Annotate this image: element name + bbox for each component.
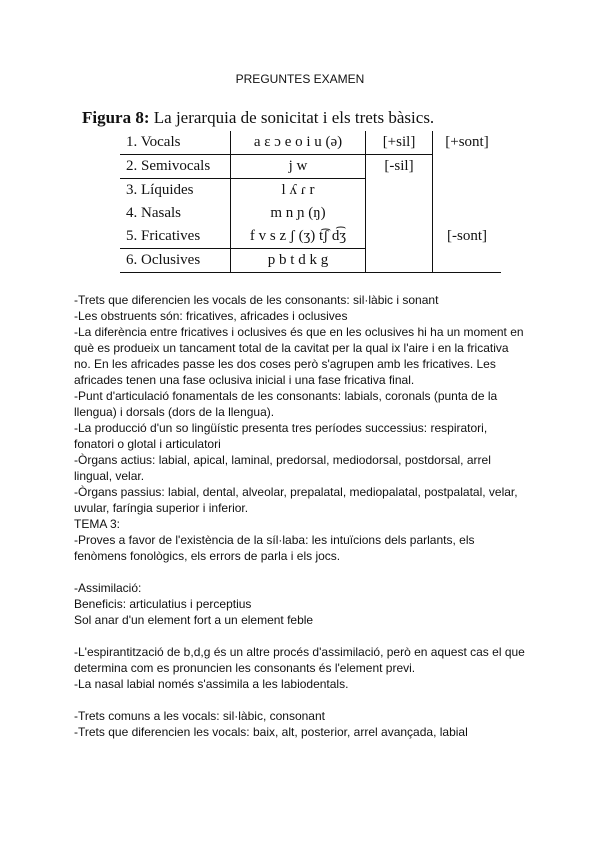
notes-block-2 bbox=[74, 580, 525, 628]
page-title: PREGUNTES EXAMEN bbox=[235, 72, 365, 86]
text-line: què es produeix un tancament total de la cavitat per la qual ix l'aire i en la fricativa bbox=[74, 341, 509, 355]
row-name: 4. Nasals bbox=[126, 205, 181, 221]
text-line: llengua) i dorsals (dors de la llengua). bbox=[74, 405, 275, 419]
row-name: 1. Vocals bbox=[120, 131, 231, 155]
figure-caption bbox=[82, 108, 434, 128]
row-sounds: a ɛ ɔ e o i u (ə) bbox=[231, 131, 366, 155]
row-sounds: p b t d k g bbox=[231, 249, 366, 273]
row-name: 3. Líquides bbox=[126, 182, 194, 198]
text-line: -Trets que diferencien les vocals de les consonants: sil·làbic i sonant bbox=[74, 293, 439, 307]
text-line: Beneficis: articulatius i perceptius bbox=[74, 597, 252, 611]
text-line: TEMA 3: bbox=[74, 517, 121, 531]
sonority-table bbox=[120, 131, 501, 273]
table-row bbox=[120, 249, 501, 273]
text-line: -Òrgans passius: labial, dental, alveolar, prepalatal, mediopalatal, postpalatal, velar, bbox=[74, 485, 518, 499]
text-line: determina com es pronuncien les consonants és l'element previ. bbox=[74, 661, 416, 675]
text-line: -Proves a favor de l'existència de la síl·laba: les intuïcions dels parlants, els bbox=[74, 533, 475, 547]
table-row bbox=[120, 155, 501, 179]
text-line: -Trets comuns a les vocals: sil·làbic, consonant bbox=[74, 709, 325, 723]
row-name: 5. Fricatives bbox=[120, 225, 231, 249]
row-sounds: m n ɲ (ŋ) bbox=[231, 202, 366, 225]
text-line: -Òrgans actius: labial, apical, laminal, predorsal, mediodorsal, postdorsal, arrel bbox=[74, 453, 491, 467]
notes-block-1 bbox=[74, 292, 525, 564]
text-line: fonatori o glotal i articulatori bbox=[74, 437, 221, 451]
sont-minus: [-sont] bbox=[433, 225, 502, 249]
text-line: -Trets que diferencien les vocals: baix, alt, posterior, arrel avançada, labial bbox=[74, 725, 468, 739]
row-sounds: f v s z ʃ (ʒ) t͡ʃ d͡ʒ bbox=[231, 225, 366, 249]
text-line: africades tenen una fase oclusiva inicial i una fase fricativa final. bbox=[74, 373, 415, 387]
text-line: uvular, faríngia superior i inferior. bbox=[74, 501, 249, 515]
row-sounds: j w bbox=[231, 155, 366, 179]
text-line: -Les obstruents són: fricatives, africades i oclusives bbox=[74, 309, 348, 323]
text-line: fenòmens fonològics, els errors de parla i els jocs. bbox=[74, 549, 341, 563]
sont-plus: [+sont] bbox=[433, 131, 502, 155]
notes-block-4 bbox=[74, 708, 525, 740]
sil-minus: [-sil] bbox=[366, 155, 433, 273]
text-line: lingual, velar. bbox=[74, 469, 145, 483]
text-line: -L'espirantització de b,d,g és un altre procés d'assimilació, però en aquest cas el que bbox=[74, 645, 525, 659]
notes-block-3 bbox=[74, 644, 525, 692]
figure-caption-text: La jerarquia de sonicitat i els trets bàsics. bbox=[149, 108, 435, 127]
sil-plus: [+sil] bbox=[366, 131, 433, 155]
text-line: -Punt d'articulació fonamentals de les consonants: labials, coronals (punta de la bbox=[74, 389, 498, 403]
text-line: -Assimilació: bbox=[74, 581, 142, 595]
table-row bbox=[120, 225, 501, 249]
text-line: no. En les africades passe les dos coses però s'agrupen amb les fricatives. Les bbox=[74, 357, 496, 371]
notes-body bbox=[74, 292, 525, 740]
figure-label: Figura 8: bbox=[82, 108, 150, 127]
text-line: -La producció d'un so lingüístic presenta tres períodes successius: respiratori, bbox=[74, 421, 488, 435]
text-line: -La nasal labial només s'assimila a les labiodentals. bbox=[74, 677, 349, 691]
row-name: 2. Semivocals bbox=[120, 155, 231, 179]
text-line: Sol anar d'un element fort a un element feble bbox=[74, 613, 314, 627]
table-row bbox=[120, 202, 501, 225]
text-line: -La diferència entre fricatives i oclusives és que en les oclusives hi ha un moment en bbox=[74, 325, 524, 339]
row-name: 6. Oclusives bbox=[120, 249, 231, 273]
row-sounds: l ʎ ɾ r bbox=[231, 179, 366, 203]
table-row bbox=[120, 131, 501, 155]
table-row bbox=[120, 179, 501, 203]
